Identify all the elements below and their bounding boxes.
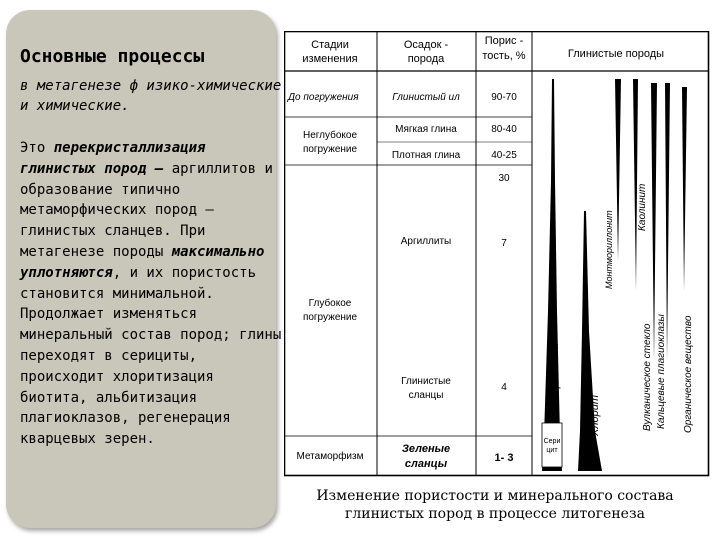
porosity-value: 80-40 <box>491 124 517 135</box>
chlorite-label: Хлорит <box>589 394 601 436</box>
header-stage: Стадии изменения <box>302 39 358 65</box>
stage-label: Метаморфизм <box>296 451 364 462</box>
sericite-box <box>542 423 562 467</box>
volcanic-glass-label: Вулканическое стекло <box>642 323 653 431</box>
slide-subtitle: в метагенезе ф изико-химические и химические. <box>20 78 282 114</box>
montmorillonite-spindle <box>615 79 621 261</box>
rock-label: Плотная глина <box>391 150 461 161</box>
stage-label: До погружения <box>288 92 359 103</box>
slide-title: Основные процессы <box>20 46 205 67</box>
rock-label: Аргиллиты <box>400 236 452 247</box>
lithogenesis-figure <box>284 31 710 481</box>
porosity-value: 4 <box>501 382 507 393</box>
body-part: , и их пористость становится минимальной. Продолжает изменяться минеральный состав пород; глины переходят в серициты, происходит хлоритизация биотита, альбитизация плагиоклазов, регенерация кварцевых зерен. <box>20 264 282 448</box>
header-clay: Глинистые породы <box>567 48 665 60</box>
sericite-label: Сери цит <box>543 438 561 454</box>
hydromica-spindle <box>542 79 562 471</box>
rock-label: Мягкая глина <box>395 124 457 135</box>
figure-caption: Изменение пористости и минерального состава глинистых пород в процессе литогенеза <box>316 488 674 522</box>
body-part: аргиллитов и образование типично метаморфических пород – глинистых сланцев. При метагенезе породы <box>20 160 273 260</box>
kaolinite-label: Каолинит <box>637 183 648 231</box>
rock-label: Глинистые сланцы <box>401 376 451 401</box>
porosity-value: 30 <box>498 173 510 184</box>
header-rock: Осадок -порода <box>403 39 449 65</box>
plagioclase-label: Кальцевые плагиоклазы <box>656 314 667 429</box>
stage-label: Неглубокое погружение <box>302 130 358 155</box>
rock-label: Глинистый ил <box>392 92 460 103</box>
stage-label: Глубокое погружение <box>302 298 358 323</box>
porosity-value: 40-25 <box>491 150 517 161</box>
body-part-emphasis: перекристаллизация глинистых пород – <box>20 140 206 177</box>
porosity-value: 7 <box>501 238 507 249</box>
organic-matter-spindle <box>682 87 687 291</box>
text-panel <box>6 10 282 528</box>
porosity-value: 90-70 <box>491 92 517 103</box>
hydromica-label: Гидрослюда <box>549 343 561 406</box>
porosity-value: 1- 3 <box>494 452 514 464</box>
slide-body <box>20 138 288 450</box>
montmorillonite-label: Монтмориллонит <box>604 210 614 289</box>
body-part-emphasis: максимально уплотняются <box>20 243 265 281</box>
rock-label: Зеленые сланцы <box>401 443 451 470</box>
organic-matter-label: Органическое вещество <box>683 315 694 433</box>
body-part: Это <box>20 140 54 156</box>
header-porosity: Порис -тость, % <box>482 35 526 62</box>
